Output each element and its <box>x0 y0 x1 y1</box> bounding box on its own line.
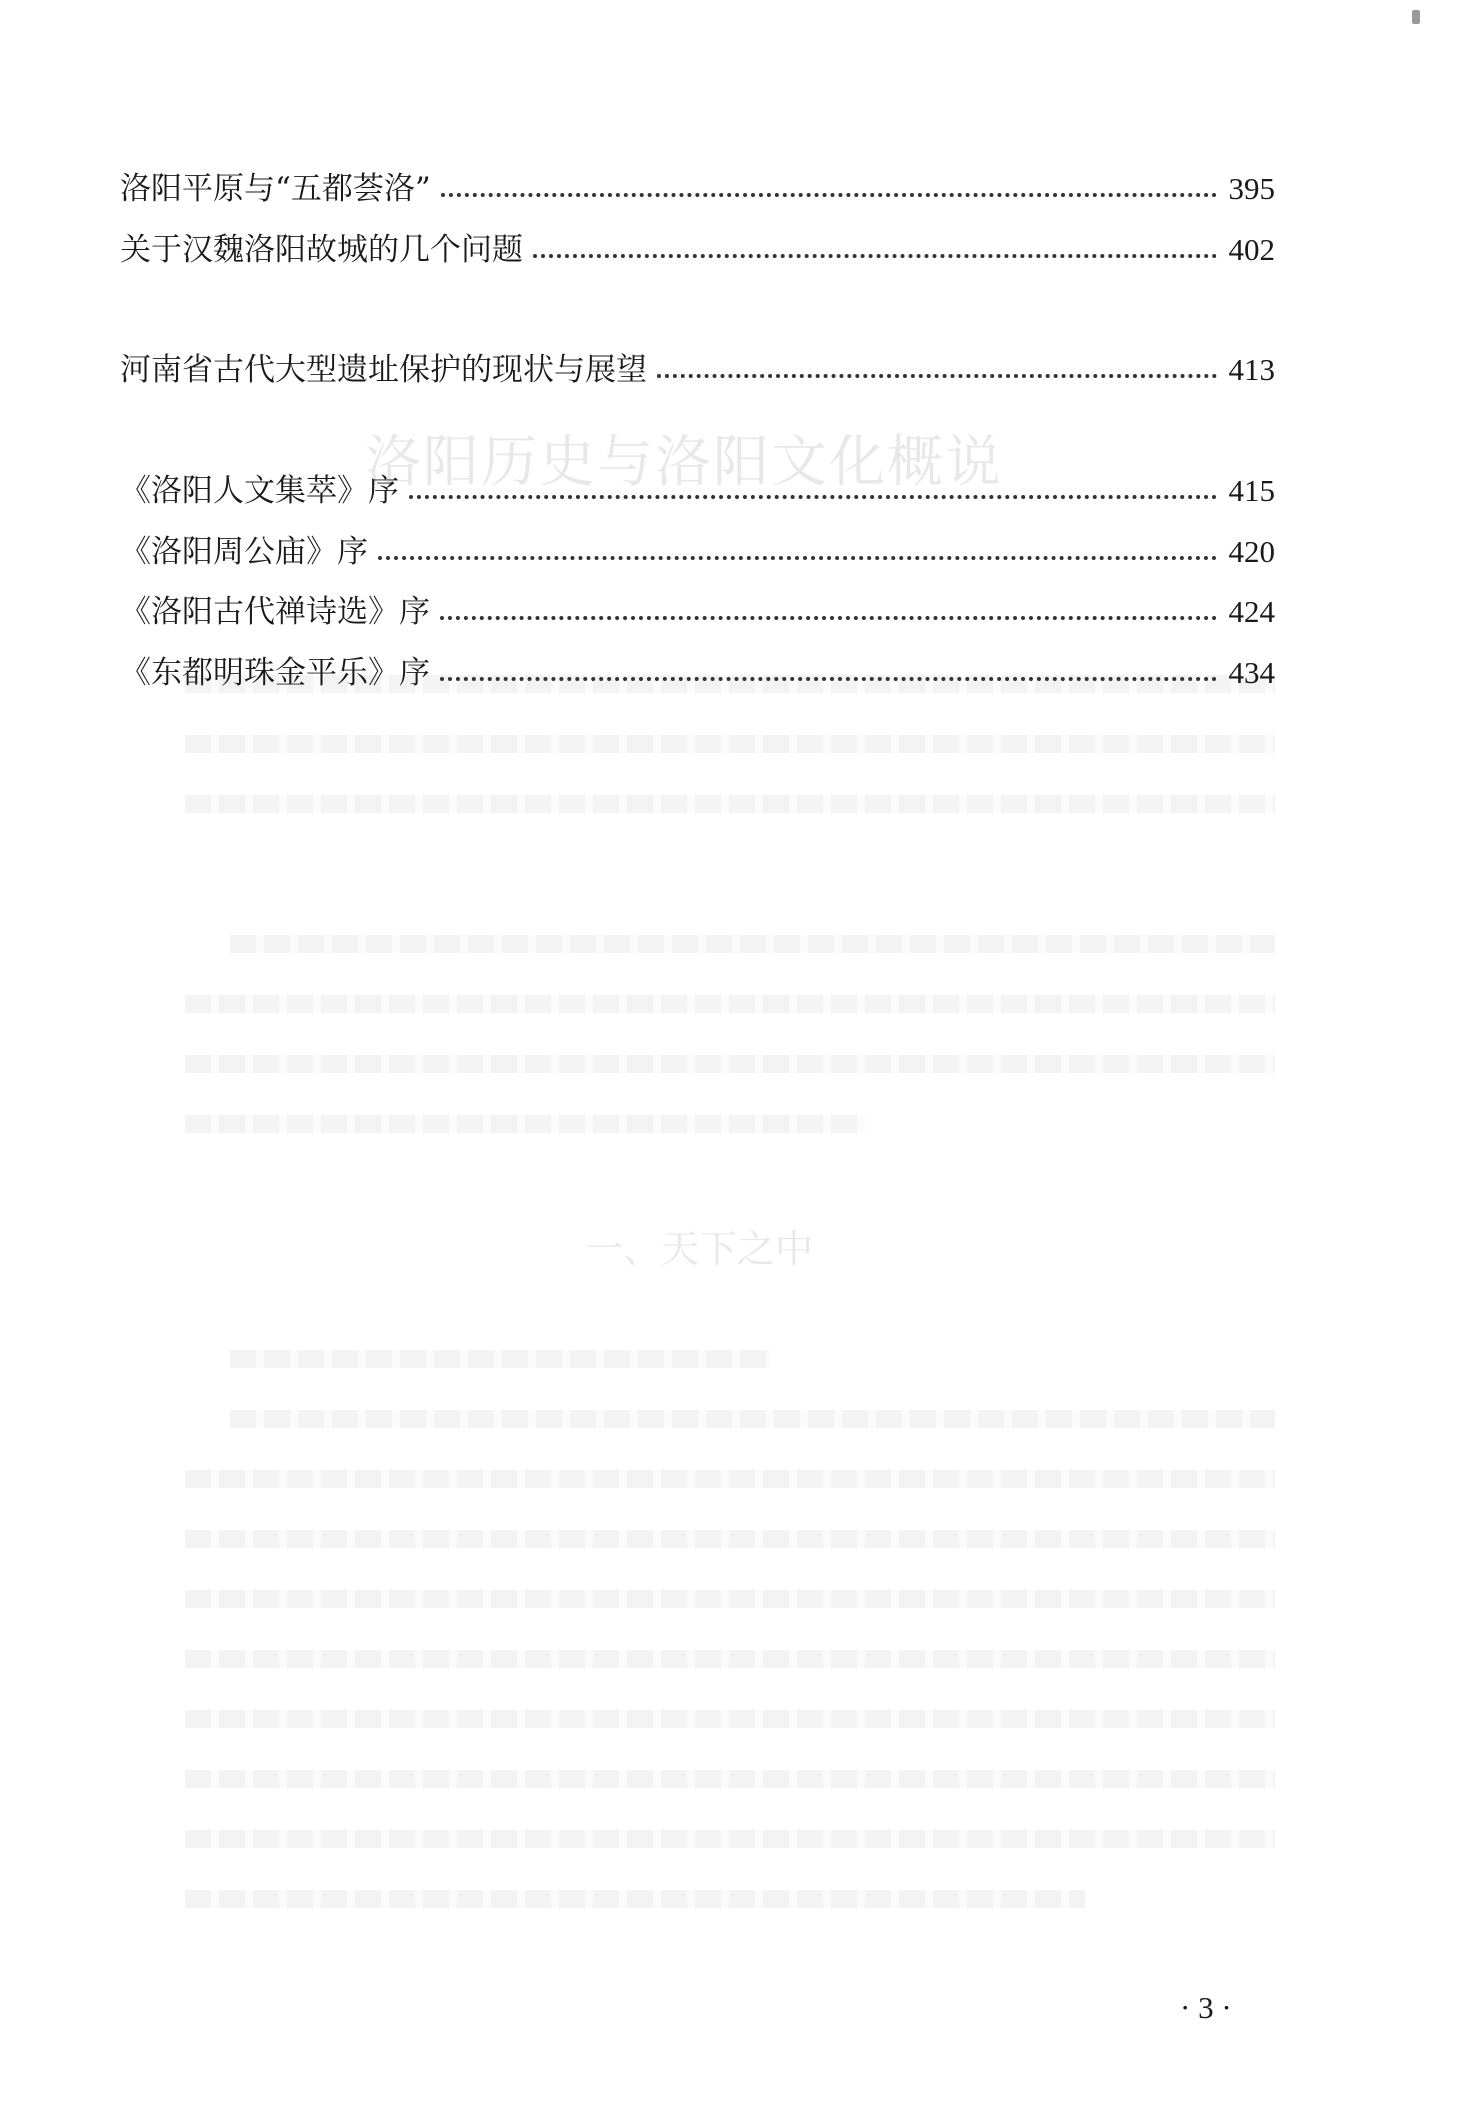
toc-entry-title: 《洛阳周公庙》序 <box>120 534 368 570</box>
bleed-through-line <box>185 1055 1275 1073</box>
toc-entry-title: 洛阳平原与“五都荟洛” <box>120 171 431 207</box>
toc-entry-page: 434 <box>1228 655 1275 690</box>
toc-entry-page: 402 <box>1228 232 1275 267</box>
toc-entry-page: 420 <box>1228 534 1275 569</box>
bleed-through-line <box>185 1890 1085 1908</box>
toc-entry[interactable] <box>120 336 1275 392</box>
bleed-through-line <box>185 1115 865 1133</box>
bleed-through-line <box>185 795 1275 813</box>
toc-dot-leader <box>409 495 1217 499</box>
bleed-through-line <box>185 1650 1275 1668</box>
bleed-through-line <box>185 995 1275 1013</box>
toc-entry-title: 《东都明珠金平乐》序 <box>120 655 430 691</box>
toc-dot-leader <box>440 616 1217 620</box>
bleed-through-heading: 一、天下之中 <box>585 1227 814 1271</box>
bleed-through-line <box>185 1830 1275 1848</box>
toc-dot-leader <box>657 374 1217 378</box>
toc-entry[interactable] <box>120 518 1275 574</box>
toc-entry[interactable] <box>120 639 1275 695</box>
toc-entry-page: 424 <box>1228 594 1275 629</box>
bleed-through-line <box>185 735 1275 753</box>
scan-corner-mark <box>1412 10 1420 24</box>
toc-entry-title: 关于汉魏洛阳故城的几个问题 <box>120 232 523 268</box>
toc-entry-title: 《洛阳人文集萃》序 <box>120 473 399 509</box>
toc-entry[interactable] <box>120 457 1275 513</box>
toc-entry[interactable] <box>120 155 1275 211</box>
toc-dot-leader <box>441 193 1217 197</box>
toc-dot-leader <box>533 254 1217 258</box>
toc-entry-page: 413 <box>1228 352 1275 387</box>
bleed-through-line <box>185 1530 1275 1548</box>
toc-entry-page: 415 <box>1228 473 1275 508</box>
toc-dot-leader <box>440 677 1217 681</box>
bleed-through-line <box>230 935 1275 953</box>
bleed-through-line <box>230 1410 1275 1428</box>
bleed-through-line <box>185 1590 1275 1608</box>
bleed-through-line <box>230 1350 770 1368</box>
toc-entry-title: 河南省古代大型遗址保护的现状与展望 <box>120 352 647 388</box>
bleed-through-line <box>185 1770 1275 1788</box>
bleed-through-line <box>185 1470 1275 1488</box>
bleed-through-line <box>185 1710 1275 1728</box>
toc-entry[interactable] <box>120 578 1275 634</box>
toc-entry-page: 395 <box>1228 171 1275 206</box>
toc-entry-title: 《洛阳古代禅诗选》序 <box>120 594 430 630</box>
bleed-through-title: 洛阳历史与洛阳文化概说 <box>365 430 1003 495</box>
toc-entry[interactable] <box>120 216 1275 272</box>
page-number: · 3 · <box>1180 1990 1232 2025</box>
toc-dot-leader <box>378 556 1217 560</box>
